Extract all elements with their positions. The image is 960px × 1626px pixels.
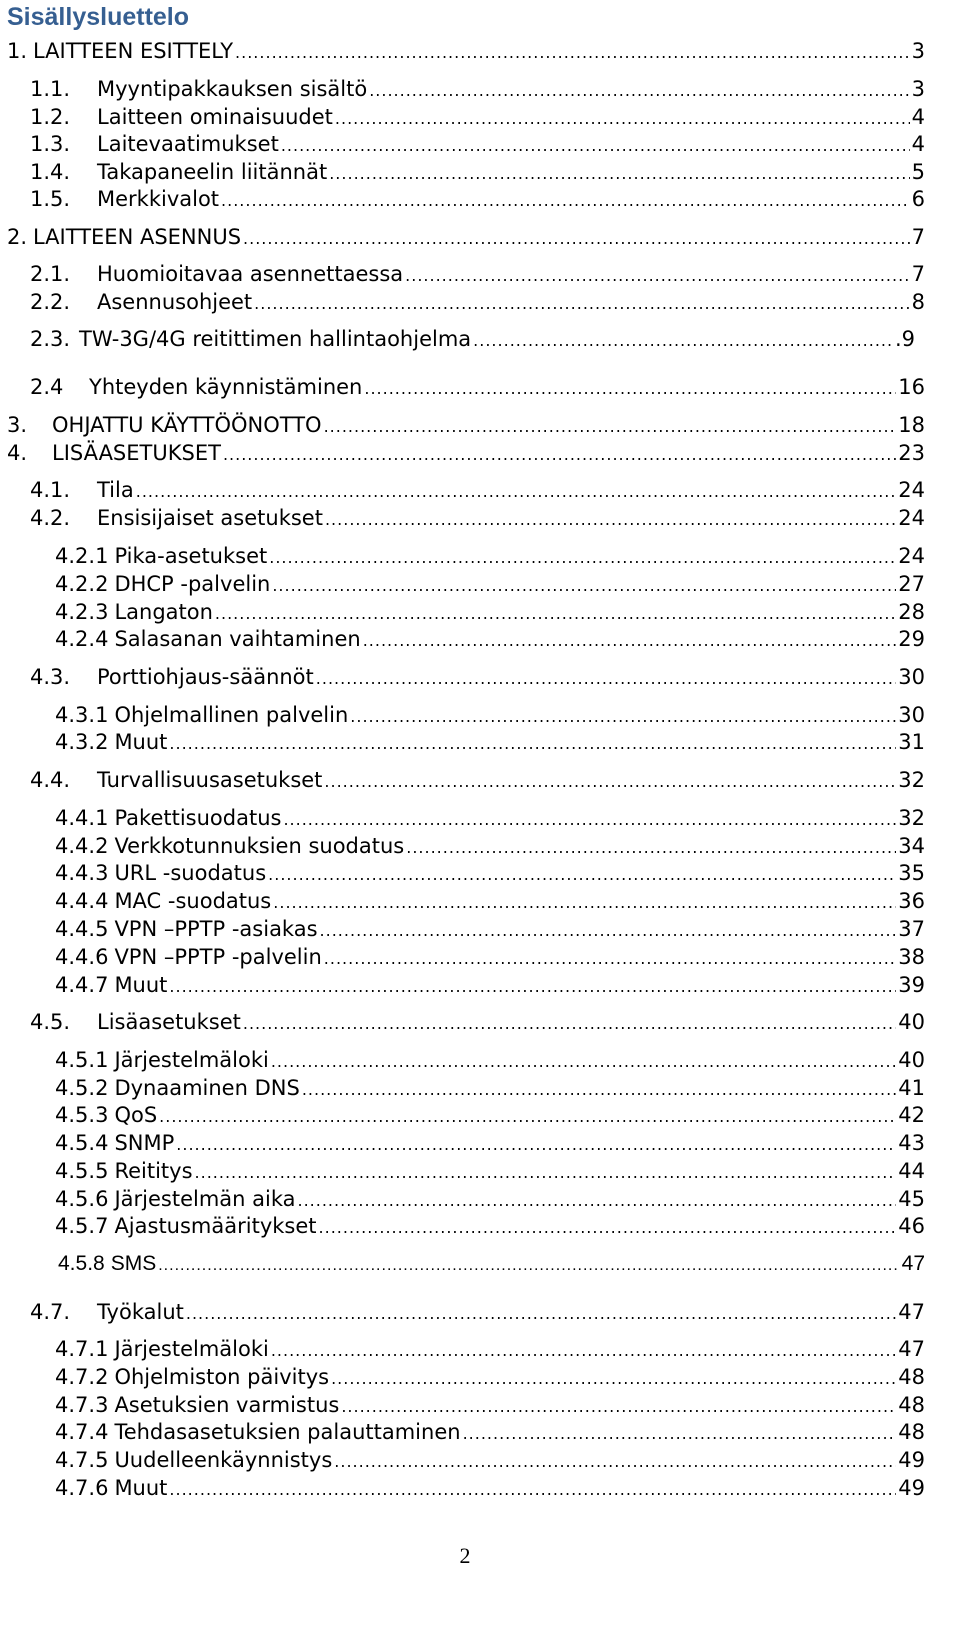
toc-entry-number: 4.5.2 (55, 1076, 109, 1100)
toc-entry-4-5-3[interactable] (55, 1102, 925, 1128)
toc-entry-title: Pika-asetukset (114, 544, 268, 568)
dot-leader (364, 376, 896, 402)
toc-entry-number: 4.5.1 (55, 1048, 109, 1072)
toc-entry-number: 2. (7, 225, 28, 249)
toc-entry-number: 4.4.4 (55, 889, 109, 913)
toc-entry-4-3-2[interactable] (55, 729, 925, 755)
toc-entry-4-7-6[interactable] (55, 1475, 925, 1501)
toc-entry-number: 1.3. (30, 132, 71, 156)
dot-leader (254, 291, 909, 317)
toc-entry-4-5-5[interactable] (55, 1158, 925, 1184)
dot-leader (463, 1421, 897, 1447)
toc-entry-4-2-2[interactable] (55, 571, 925, 597)
dot-leader (186, 1301, 896, 1327)
toc-entry-number: 1.4. (30, 160, 71, 184)
toc-entry-1-3[interactable] (30, 131, 925, 157)
toc-entry-title: LISÄASETUKSET (52, 441, 221, 465)
toc-entry-4-7-2[interactable] (55, 1364, 925, 1390)
toc-entry-page: 6 (911, 187, 925, 211)
toc-entry-number: 4.2.3 (55, 600, 109, 624)
dot-leader (195, 1160, 897, 1186)
toc-entry-title: LAITTEEN ASENNUS (33, 225, 242, 249)
dot-leader (159, 1104, 896, 1130)
dot-leader (271, 1338, 896, 1364)
toc-entry-title: Laitteen ominaisuudet (97, 105, 333, 129)
toc-entry-number: 1. (7, 39, 28, 63)
dot-leader (215, 601, 896, 627)
toc-entry-number: 4.7. (30, 1300, 71, 1324)
dot-leader (319, 1215, 897, 1241)
toc-entry-title: Dynaaminen DNS (114, 1076, 300, 1100)
toc-entry-title: Turvallisuusasetukset (97, 768, 323, 792)
toc-entry-page: 24 (898, 478, 925, 502)
toc-entry-page: 7 (911, 262, 925, 286)
toc-entry-title: Langaton (114, 600, 213, 624)
toc-entry-title: VPN –PPTP -asiakas (114, 917, 318, 941)
toc-entry-4-1[interactable] (30, 477, 925, 503)
toc-entry-title: DHCP -palvelin (114, 572, 271, 596)
toc-entry-number: 4.3.2 (55, 730, 109, 754)
toc-entry-4-5-6[interactable] (55, 1186, 925, 1212)
toc-entry-page: 32 (898, 806, 925, 830)
toc-entry-title: VPN –PPTP -palvelin (114, 945, 322, 969)
toc-entry-4-5-1[interactable] (55, 1047, 925, 1073)
toc-entry-number: 4.2.1 (55, 544, 109, 568)
toc-entry-title: Pakettisuodatus (114, 806, 282, 830)
toc-entry-4-2[interactable] (30, 505, 925, 531)
toc-entry-4-2-1[interactable] (55, 543, 925, 569)
toc-entry-page: 4 (911, 105, 925, 129)
toc-entry-4-4-2[interactable] (55, 833, 925, 859)
toc-entry-title: Tehdasasetuksien palauttaminen (114, 1420, 461, 1444)
toc-entry-4-5-2[interactable] (55, 1075, 925, 1101)
toc-entry-title: Ajastusmääritykset (114, 1214, 317, 1238)
toc-entry-title: Asennusohjeet (97, 290, 253, 314)
dot-leader (169, 974, 896, 1000)
toc-entry-title: Laitevaatimukset (97, 132, 279, 156)
toc-entry-number: 2.3. (30, 327, 71, 351)
toc-entry-page: 30 (898, 665, 925, 689)
toc-entry-page: 37 (898, 917, 925, 941)
toc-entry-page: 16 (898, 375, 925, 399)
toc-entry-number: 2.2. (30, 290, 71, 314)
toc-entry-4-7-3[interactable] (55, 1392, 925, 1418)
toc-entry-number: 4.2.2 (55, 572, 109, 596)
toc-entry-title: Lisäasetukset (97, 1010, 241, 1034)
dot-leader (369, 78, 909, 104)
toc-entry-page: 27 (898, 572, 925, 596)
toc-entry-page: 40 (898, 1010, 925, 1034)
toc-entry-4-3-1[interactable] (55, 702, 925, 728)
toc-entry-page: 7 (911, 225, 925, 249)
toc-entry-page: 40 (898, 1048, 925, 1072)
toc-entry-title: Ohjelmiston päivitys (114, 1365, 330, 1389)
dot-leader (272, 573, 896, 599)
toc-entry-4-4-1[interactable] (55, 805, 925, 831)
dot-leader (334, 1449, 896, 1475)
dot-leader (405, 263, 909, 289)
toc-entry-number: 4.7.1 (55, 1337, 109, 1361)
dot-leader (324, 769, 896, 795)
dot-leader (283, 807, 896, 833)
toc-entry-title: Yhteyden käynnistäminen (89, 375, 363, 399)
toc-entry-number: 4.4.6 (55, 945, 109, 969)
toc-entry-number: 3. (7, 413, 28, 437)
toc-entry-page: 8 (911, 290, 925, 314)
toc-entry-2-2[interactable] (30, 289, 925, 315)
toc-entry-4-2-4[interactable] (55, 626, 925, 652)
toc-entry-page: 18 (898, 413, 925, 437)
dot-leader (324, 946, 896, 972)
toc-entry-title: SNMP (114, 1131, 175, 1155)
toc-entry-number: 4.4.5 (55, 917, 109, 941)
toc-entry-number: 4.7.2 (55, 1365, 109, 1389)
toc-entry-4-5-7[interactable] (55, 1213, 925, 1239)
toc-entry-title: TW-3G/4G reitittimen hallintaohjelma (79, 327, 472, 351)
toc-entry-page: 47 (901, 1252, 925, 1275)
toc-entry-4-4-4[interactable] (55, 888, 925, 914)
toc-entry-title: Ohjelmallinen palvelin (114, 703, 349, 727)
toc-entry-title: Uudelleenkäynnistys (114, 1448, 333, 1472)
toc-entry-number: 4. (7, 441, 28, 465)
toc-entry-4-7-5[interactable] (55, 1447, 925, 1473)
dot-leader (406, 835, 896, 861)
toc-entry-title: Muut (114, 1476, 168, 1500)
toc-entry-title: SMS (110, 1252, 157, 1275)
toc-entry-4-2-3[interactable] (55, 599, 925, 625)
toc-entry-title: Järjestelmäloki (114, 1337, 269, 1361)
toc-entry-page: 48 (898, 1393, 925, 1417)
dot-leader (281, 133, 910, 159)
toc-entry-page: 29 (898, 627, 925, 651)
dot-leader (316, 666, 896, 692)
toc-entry-title: Porttiohjaus-säännöt (97, 665, 314, 689)
toc-entry-number: 4.5.8 (58, 1252, 105, 1275)
toc-entry-title: OHJATTU KÄYTTÖÖNOTTO (52, 413, 322, 437)
toc-title: Sisällysluettelo (7, 3, 190, 31)
page-number: 2 (459, 1543, 471, 1568)
toc-entry-4-4[interactable] (30, 767, 925, 793)
toc-entry-page: 28 (898, 600, 925, 624)
toc-entry-number: 4.2.4 (55, 627, 109, 651)
toc-entry-4-5-8[interactable] (58, 1251, 925, 1277)
toc-entry-title: Myyntipakkauksen sisältö (97, 77, 368, 101)
toc-entry-1-4[interactable] (30, 159, 925, 185)
toc-entry-title: LAITTEEN ESITTELY (33, 39, 234, 63)
toc-entry-number: 4.5.6 (55, 1187, 109, 1211)
toc-entry-title: Tila (97, 478, 134, 502)
dot-leader (363, 628, 897, 654)
dot-leader (158, 1253, 899, 1279)
toc-entry-page: 47 (898, 1337, 925, 1361)
toc-entry-title: Merkkivalot (97, 187, 220, 211)
toc-entry-4-5-4[interactable] (55, 1130, 925, 1156)
toc-entry-number: 4.4.1 (55, 806, 109, 830)
dot-leader (243, 226, 910, 252)
toc-entry-page: 24 (898, 544, 925, 568)
dot-leader (169, 1477, 896, 1503)
toc-entry-page: 3 (911, 39, 925, 63)
toc-entry-number: 4.4.3 (55, 861, 109, 885)
toc-entry-title: URL -suodatus (114, 861, 267, 885)
toc-entry-title: Muut (114, 730, 168, 754)
toc-entry-number: 4.7.4 (55, 1420, 109, 1444)
dot-leader (169, 731, 896, 757)
toc-entry-number: 2.1. (30, 262, 71, 286)
toc-entry-page: 23 (898, 441, 925, 465)
toc-entry-page: 45 (898, 1187, 925, 1211)
toc-entry-title: Järjestelmäloki (114, 1048, 269, 1072)
toc-entry-page: 3 (911, 77, 925, 101)
toc-entry-page: 4 (911, 132, 925, 156)
toc-entry-title: Salasanan vaihtaminen (114, 627, 361, 651)
toc-entry-number: 4.4. (30, 768, 71, 792)
toc-entry-4-4-6[interactable] (55, 944, 925, 970)
toc-entry-number: 1.1. (30, 77, 71, 101)
dot-leader (243, 1011, 896, 1037)
toc-entry-page: 46 (898, 1214, 925, 1238)
toc-entry-page: 24 (898, 506, 925, 530)
toc-entry-page: 41 (898, 1076, 925, 1100)
toc-entry-page: 39 (898, 973, 925, 997)
toc-entry-4[interactable] (7, 440, 925, 466)
toc-entry-4-7[interactable] (30, 1299, 925, 1325)
toc-entry-number: 4.1. (30, 478, 71, 502)
toc-entry-title: Työkalut (97, 1300, 184, 1324)
dot-leader (235, 40, 910, 66)
toc-entry-title: Reititys (114, 1159, 193, 1183)
toc-entry-2[interactable] (7, 224, 925, 250)
toc-entry-4-4-7[interactable] (55, 972, 925, 998)
toc-entry-title: MAC -suodatus (114, 889, 272, 913)
toc-entry-page: 48 (898, 1420, 925, 1444)
toc-entry-title: Järjestelmän aika (114, 1187, 296, 1211)
dot-leader (473, 328, 893, 354)
toc-entry-number: 4.5. (30, 1010, 71, 1034)
dot-leader (325, 507, 896, 533)
toc-entry-4-3[interactable] (30, 664, 925, 690)
toc-entry-page: 30 (898, 703, 925, 727)
toc-entry-2-3[interactable] (30, 326, 915, 352)
toc-entry-title: Verkkotunnuksien suodatus (114, 834, 405, 858)
dot-leader (329, 161, 909, 187)
toc-entry-page: 35 (898, 861, 925, 885)
toc-entry-4-4-3[interactable] (55, 860, 925, 886)
toc-entry-page: 32 (898, 768, 925, 792)
dot-leader (335, 106, 910, 132)
toc-entry-page: 49 (898, 1476, 925, 1500)
toc-entry-1-5[interactable] (30, 186, 925, 212)
toc-entry-number: 4.5.3 (55, 1103, 109, 1127)
dot-leader (223, 442, 896, 468)
toc-entry-1-1[interactable] (30, 76, 925, 102)
dot-leader (331, 1366, 896, 1392)
toc-entry-1[interactable] (7, 38, 925, 64)
toc-entry-title: Muut (114, 973, 168, 997)
toc-entry-title: Asetuksien varmistus (114, 1393, 340, 1417)
toc-entry-number: 4.3.1 (55, 703, 109, 727)
toc-entry-page: 44 (898, 1159, 925, 1183)
toc-entry-2-1[interactable] (30, 261, 925, 287)
toc-entry-number: 4.2. (30, 506, 71, 530)
toc-entry-page: 5 (911, 160, 925, 184)
toc-entry-4-4-5[interactable] (55, 916, 925, 942)
dot-leader (176, 1132, 896, 1158)
toc-entry-number: 4.5.4 (55, 1131, 109, 1155)
dot-leader (136, 479, 897, 505)
toc-entry-number: 4.7.3 (55, 1393, 109, 1417)
toc-entry-page: 49 (898, 1448, 925, 1472)
dot-leader (268, 862, 896, 888)
toc-entry-3[interactable] (7, 412, 925, 438)
toc-entry-number: 1.2. (30, 105, 71, 129)
toc-entry-page: 34 (898, 834, 925, 858)
dot-leader (320, 918, 897, 944)
toc-entry-page: 43 (898, 1131, 925, 1155)
toc-entry-title: QoS (114, 1103, 158, 1127)
toc-entry-number: 4.4.7 (55, 973, 109, 997)
toc-entry-4-7-4[interactable] (55, 1419, 925, 1445)
dot-leader (302, 1077, 896, 1103)
toc-entry-title: Huomioitavaa asennettaessa (97, 262, 404, 286)
toc-entry-4-7-1[interactable] (55, 1336, 925, 1362)
toc-entry-page: 31 (898, 730, 925, 754)
toc-entry-number: 2.4 (30, 375, 64, 399)
toc-entry-4-5[interactable] (30, 1009, 925, 1035)
toc-entry-page: 38 (898, 945, 925, 969)
toc-entry-number: 4.5.5 (55, 1159, 109, 1183)
toc-entry-page: 47 (898, 1300, 925, 1324)
dot-leader (350, 704, 896, 730)
toc-entry-number: 4.5.7 (55, 1214, 109, 1238)
toc-entry-title: Ensisijaiset asetukset (97, 506, 323, 530)
toc-entry-number: 4.7.5 (55, 1448, 109, 1472)
toc-entry-2-4[interactable] (30, 374, 925, 400)
dot-leader (273, 890, 896, 916)
dot-leader (341, 1394, 896, 1420)
dot-leader (271, 1049, 896, 1075)
dot-leader (298, 1188, 897, 1214)
toc-entry-number: 4.3. (30, 665, 71, 689)
toc-entry-page: .9 (894, 327, 915, 351)
toc-entry-number: 4.7.6 (55, 1476, 109, 1500)
dot-leader (221, 188, 910, 214)
dot-leader (324, 414, 897, 440)
dot-leader (269, 545, 896, 571)
toc-entry-page: 42 (898, 1103, 925, 1127)
toc-entry-page: 48 (898, 1365, 925, 1389)
toc-entry-title: Takapaneelin liitännät (97, 160, 328, 184)
toc-entry-number: 1.5. (30, 187, 71, 211)
toc-entry-1-2[interactable] (30, 104, 925, 130)
toc-entry-page: 36 (898, 889, 925, 913)
toc-entry-number: 4.4.2 (55, 834, 109, 858)
